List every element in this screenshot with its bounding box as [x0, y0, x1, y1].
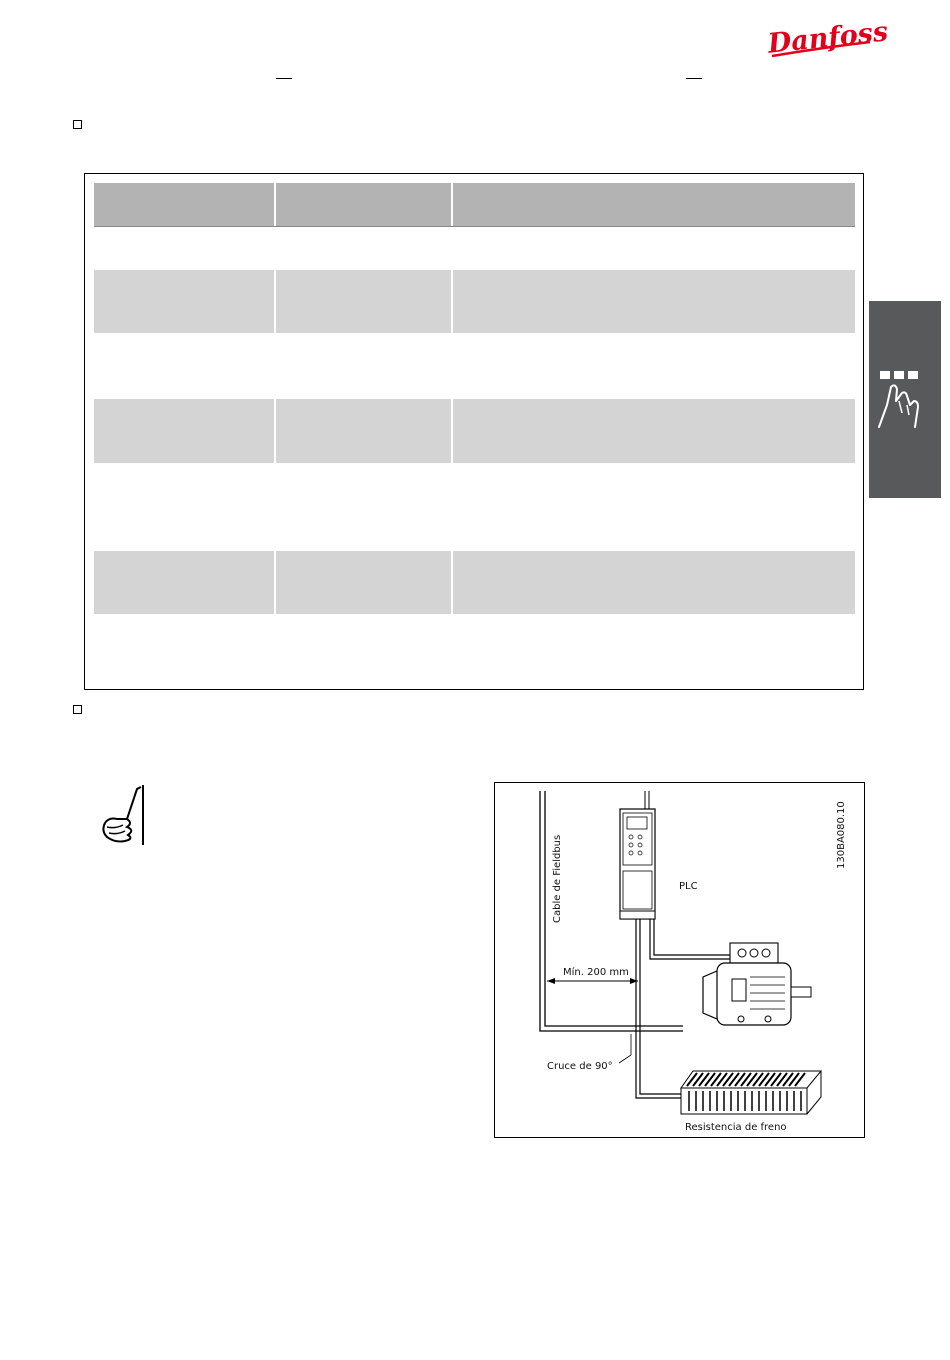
plc-label: PLC — [679, 881, 698, 892]
section-bullet — [73, 705, 82, 714]
chapter-side-tab[interactable] — [869, 301, 941, 498]
header-rule-right — [686, 78, 702, 79]
table-header-cell — [94, 183, 274, 226]
table-header-cell — [276, 183, 451, 226]
installation-figure — [494, 782, 865, 1138]
fieldbus-cable-label: Cable de Fieldbus — [552, 834, 563, 923]
table-row — [94, 270, 274, 333]
svg-text:Danfoss: Danfoss — [766, 16, 890, 60]
table-row — [276, 270, 451, 333]
brake-resistor — [681, 1071, 821, 1114]
brake-resistor-label: Resistencia de freno — [685, 1122, 787, 1133]
table-row — [276, 551, 451, 614]
header-rule-left — [276, 78, 292, 79]
crossing-label: Cruce de 90° — [547, 1061, 613, 1072]
danfoss-logo — [764, 16, 890, 64]
table-row — [453, 270, 855, 333]
section-bullet — [73, 120, 82, 129]
table-row — [453, 551, 855, 614]
table-row — [94, 399, 274, 463]
table-row — [94, 551, 274, 614]
table-header-cell — [453, 183, 855, 226]
table-row — [276, 399, 451, 463]
table-row — [453, 399, 855, 463]
min-distance-label: Mín. 200 mm — [563, 967, 629, 978]
hand-pointing-keys-icon — [869, 301, 941, 498]
note-hand-icon — [97, 783, 153, 849]
figure-id: 130BA080.10 — [836, 801, 847, 869]
table-header-rule — [94, 226, 855, 227]
